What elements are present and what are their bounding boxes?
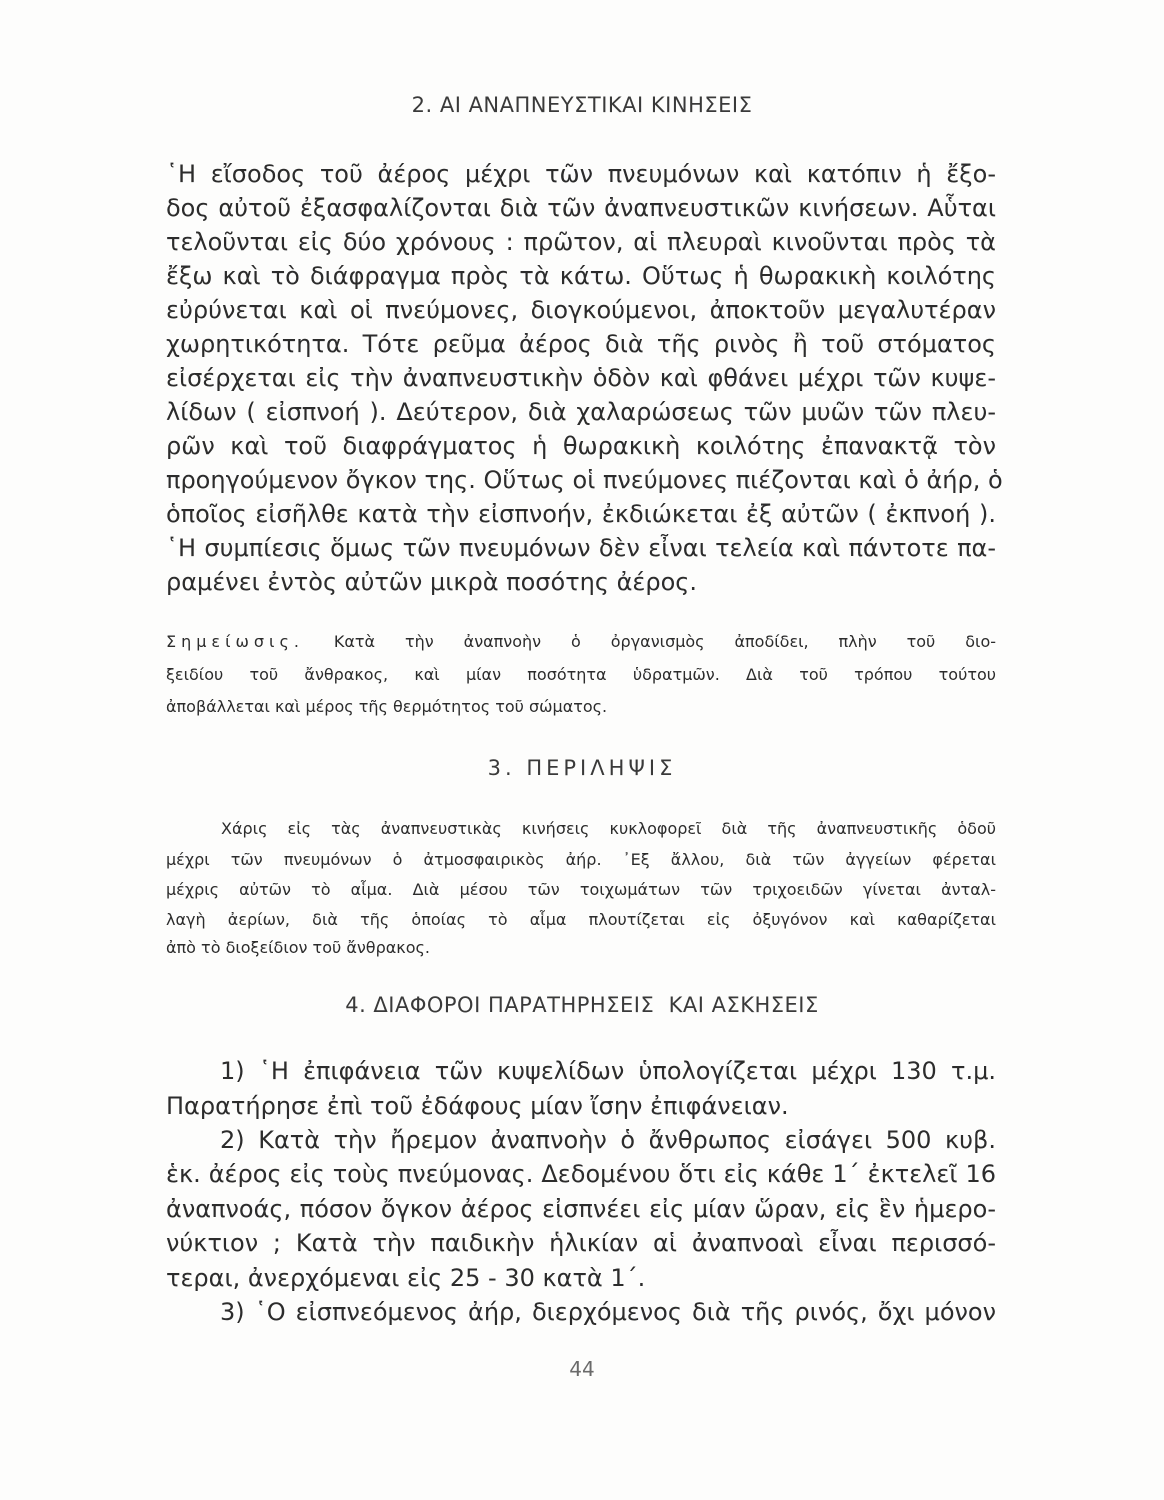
summary-line-3: μέχρις αὐτῶν τὸ αἷμα. Διὰ μέσου τῶν τοιχωμάτων τῶν τριχοειδῶν γίνεται ἀνταλ- [166,880,996,899]
section-2-line-11: ὁποῖος εἰσῆλθε κατὰ τὴν εἰσπνοήν, ἐκδιώκεται ἐξ αὐτῶν ( ἐκπνοή ). [166,500,996,528]
note-line-2: ξειδίου τοῦ ἄνθρακος, καὶ μίαν ποσότητα ὑδρατμῶν. Διὰ τοῦ τρόπου τούτου [166,665,996,684]
exercise-line-4: ἑκ. ἀέρος εἰς τοὺς πνεύμονας. Δεδομένου ὅτι εἰς κάθε 1΄ ἐκτελεῖ 16 [166,1160,996,1188]
exercise-line-1: 1) ῾Η ἐπιφάνεια τῶν κυψελίδων ὑπολογίζεται μέχρι 130 τ.μ. [220,1057,996,1085]
section-2-line-7: εἰσέρχεται εἰς τὴν ἀναπνευστικὴν ὁδὸν καὶ φθάνει μέχρι τῶν κυψε- [166,364,996,392]
section-3-heading: 3. ΠΕΡΙΛΗΨΙΣ [487,756,677,780]
section-2-line-5: εὐρύνεται καὶ οἱ πνεύμονες, διογκούμενοι, ἀποκτοῦν μεγαλυτέραν [166,296,996,324]
exercise-line-8: 3) ῾Ο εἰσπνεόμενος ἀήρ, διερχόμενος διὰ τῆς ρινός, ὄχι μόνον [220,1298,996,1326]
summary-line-2: μέχρι τῶν πνευμόνων ὁ ἀτμοσφαιρικὸς ἀήρ. ᾿Εξ ἄλλου, διὰ τῶν ἀγγείων φέρεται [166,850,996,869]
note-label: Σημείωσις. [166,632,304,651]
exercise-line-3: 2) Κατὰ τὴν ἤρεμον ἀναπνοὴν ὁ ἄνθρωπος εἰσάγει 500 κυβ. [220,1126,996,1154]
section-2-line-6: χωρητικότητα. Τότε ρεῦμα ἀέρος διὰ τῆς ρινὸς ἢ τοῦ στόματος [166,330,996,358]
section-2-line-1: ῾Η εἴσοδος τοῦ ἀέρος μέχρι τῶν πνευμόνων καὶ κατόπιν ἡ ἔξο- [166,160,996,188]
section-2-line-3: τελοῦνται εἰς δύο χρόνους : πρῶτον, αἱ πλευραὶ κινοῦνται πρὸς τὰ [166,228,996,256]
section-2-line-2: δος αὐτοῦ ἐξασφαλίζονται διὰ τῶν ἀναπνευστικῶν κινήσεων. Αὗται [166,194,996,222]
summary-line-4: λαγὴ ἀερίων, διὰ τῆς ὁποίας τὸ αἷμα πλουτίζεται εἰς ὀξυγόνον καὶ καθαρίζεται [166,910,996,929]
summary-line-5: ἀπὸ τὸ διοξείδιον τοῦ ἄνθρακος. [166,938,430,957]
section-2-line-12: ῾Η συμπίεσις ὅμως τῶν πνευμόνων δὲν εἶναι τελεία καὶ πάντοτε πα- [166,534,996,562]
section-2-line-4: ἔξω καὶ τὸ διάφραγμα πρὸς τὰ κάτω. Οὕτως ἡ θωρακικὴ κοιλότης [166,262,996,290]
note-line-1 [166,632,996,651]
page-number: 44 [569,1357,595,1381]
exercise-line-2: Παρατήρησε ἐπὶ τοῦ ἐδάφους μίαν ἴσην ἐπιφάνειαν. [166,1092,789,1120]
exercise-line-7: τεραι, ἀνερχόμεναι εἰς 25 - 30 κατὰ 1΄. [166,1264,646,1292]
summary-line-1: Χάρις εἰς τὰς ἀναπνευστικὰς κινήσεις κυκλοφορεῖ διὰ τῆς ἀναπνευστικῆς ὁδοῦ [221,819,996,838]
exercise-line-6: νύκτιον ; Κατὰ τὴν παιδικὴν ἡλικίαν αἱ ἀναπνοαὶ εἶναι περισσό- [166,1229,996,1257]
section-2-line-10: προηγούμενον ὄγκον της. Οὕτως οἱ πνεύμονες πιέζονται καὶ ὁ ἀήρ, ὁ [166,466,1003,494]
section-2-line-8: λίδων ( εἰσπνοή ). Δεύτερον, διὰ χαλαρώσεως τῶν μυῶν τῶν πλευ- [166,398,996,426]
note-line-1-text: Κατὰ τὴν ἀναπνοὴν ὁ ὀργανισμὸς ἀποδίδει, πλὴν τοῦ διο- [333,632,997,651]
note-line-3: ἀποβάλλεται καὶ μέρος τῆς θερμότητος τοῦ σώματος. [166,697,608,716]
section-2-heading: 2. ΑΙ ΑΝΑΠΝΕΥΣΤΙΚΑΙ ΚΙΝΗΣΕΙΣ [411,93,753,117]
section-2-line-9: ρῶν καὶ τοῦ διαφράγματος ἡ θωρακικὴ κοιλότης ἐπανακτᾷ τὸν [166,432,996,460]
section-2-line-13: ραμένει ἐντὸς αὐτῶν μικρὰ ποσότης ἀέρος. [166,568,697,596]
exercise-line-5: ἀναπνοάς, πόσον ὄγκον ἀέρος εἰσπνέει εἰς μίαν ὥραν, εἰς ἓν ἡμερο- [166,1195,996,1223]
section-4-heading: 4. ΔΙΑΦΟΡΟΙ ΠΑΡΑΤΗΡΗΣΕΙΣ ΚΑΙ ΑΣΚΗΣΕΙΣ [345,993,819,1017]
